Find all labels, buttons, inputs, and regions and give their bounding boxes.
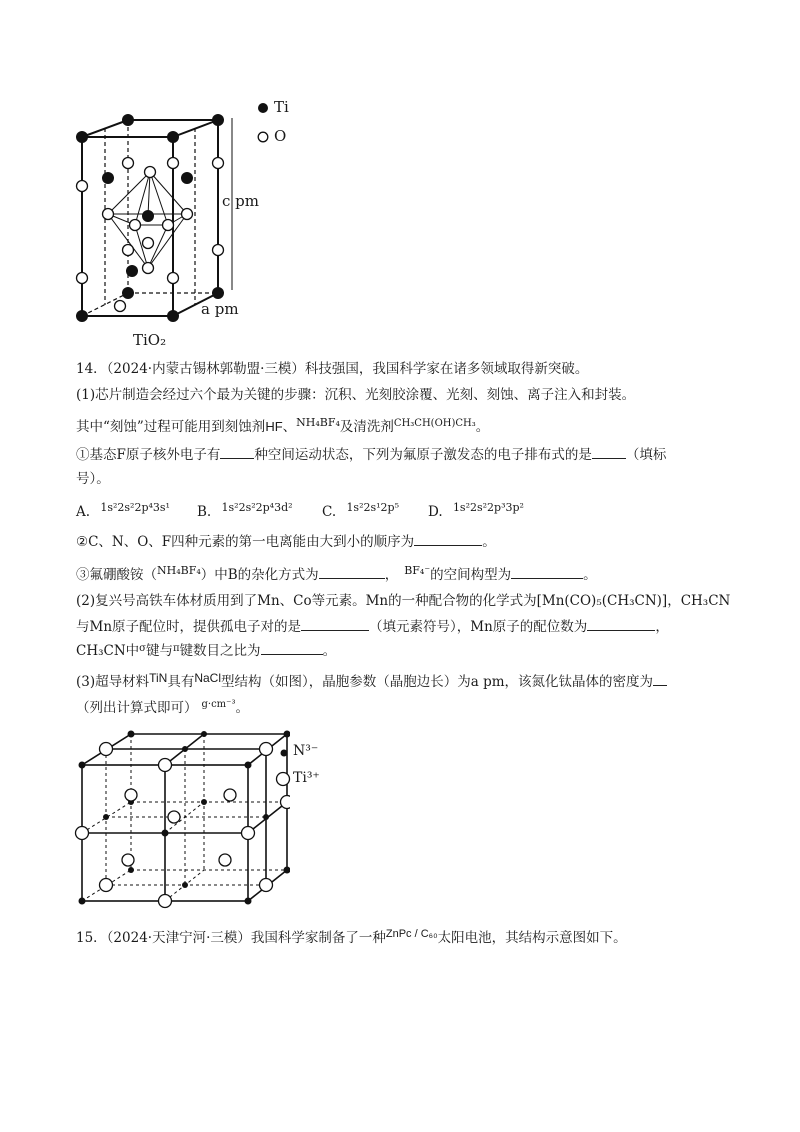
option-d: D. $^{1s^22s^22p^33p^2}$ bbox=[428, 501, 524, 520]
o-legend-dot-icon bbox=[257, 131, 269, 143]
option-a: A. $^{1s^22s^22p^43s^1}$ bbox=[76, 501, 170, 520]
q14-part2-line2: 与Mn原子配位时，提供孤电子对的是 （填元素符号），Mn原子的配位数为 ， bbox=[76, 616, 669, 637]
answer-blank-5[interactable] bbox=[511, 564, 583, 579]
fig1-c-label: c pm bbox=[222, 192, 259, 210]
answer-blank-7[interactable] bbox=[587, 616, 655, 631]
q14-sub1-line2: 号）。 bbox=[76, 471, 110, 487]
ti-legend-dot-icon bbox=[257, 102, 269, 114]
fig1-legend-o: O bbox=[274, 127, 287, 145]
fig2-legend-n: N³⁻ bbox=[293, 743, 319, 759]
answer-blank-1[interactable] bbox=[220, 444, 254, 459]
answer-blank-6[interactable] bbox=[301, 616, 369, 631]
q14-part2-line3: CH₃CN中$^\sigma$键与$^\pi$键数目之比为 。 bbox=[76, 640, 336, 663]
q14-sub1-line1: ①基态F原子核外电子有 种空间运动状态，下列为氟原子激发态的电子排布式的是 （填标 bbox=[76, 444, 666, 465]
q14-part3-line2: （列出计算式即可） $^{g\cdot cm^{-3}}$。 bbox=[76, 699, 249, 716]
answer-blank-4[interactable] bbox=[319, 564, 385, 579]
answer-blank-9[interactable] bbox=[653, 671, 667, 686]
option-c: C. $^{1s^22s^12p^5}$ bbox=[322, 501, 399, 520]
fig1-a-label: a pm bbox=[201, 300, 239, 318]
answer-blank-2[interactable] bbox=[592, 444, 626, 459]
fig2-legend-ti: Ti³⁺ bbox=[293, 770, 320, 786]
answer-blank-3[interactable] bbox=[414, 531, 482, 546]
q14-part1: (1)芯片制造会经过六个最为关键的步骤：沉积、光刻胶涂覆、光刻、刻蚀、离子注入和封装。 bbox=[76, 387, 636, 403]
q14-etchant-line: 其中“刻蚀”过程可能用到刻蚀剂HF、$^{NH_4BF_4}$及清洗剂$^{CH_3CH(OH)CH_3}$。 bbox=[76, 416, 490, 435]
answer-blank-8[interactable] bbox=[261, 640, 323, 655]
fig1-legend-ti: Ti bbox=[274, 98, 289, 116]
option-b: B. $^{1s^22s^22p^43d^2}$ bbox=[197, 501, 293, 520]
fig1-caption: TiO₂ bbox=[133, 331, 167, 349]
q14-part3-line1: (3)超导材料TiN具有NaCl型结构（如图），晶胞参数（晶胞边长）为a pm，该氮化钛晶体的密度为 bbox=[76, 671, 667, 692]
q14-sub2: ②C、N、O、F四种元素的第一电离能由大到小的顺序为 。 bbox=[76, 531, 496, 552]
q15-header: 15．（2024·天津宁河·三模）我国科学家制备了一种$^{ZnPc / C_{60}}$太阳电池，其结构示意图如下。 bbox=[76, 928, 627, 946]
n3-legend-dot-icon bbox=[279, 748, 289, 758]
q14-header: 14．（2024·内蒙古锡林郭勒盟·三模）科技强国，我国科学家在诸多领域取得新突破。 bbox=[76, 361, 589, 377]
q14-sub3: ③氟硼酸铵（$^{NH_4BF_4}$）中B的杂化方式为 ， $^{BF_4^-}$的空间构型为 。 bbox=[76, 564, 597, 583]
tin-nacl-unit-cell-figure bbox=[70, 725, 290, 910]
q14-part2-line1: (2)复兴号高铁车体材质用到了Mn、Co等元素。Mn的一种配合物的化学式为[Mn(CO)₅(CH₃CN)]，CH₃CN bbox=[76, 593, 731, 609]
ti3-legend-circle-icon bbox=[275, 771, 291, 787]
